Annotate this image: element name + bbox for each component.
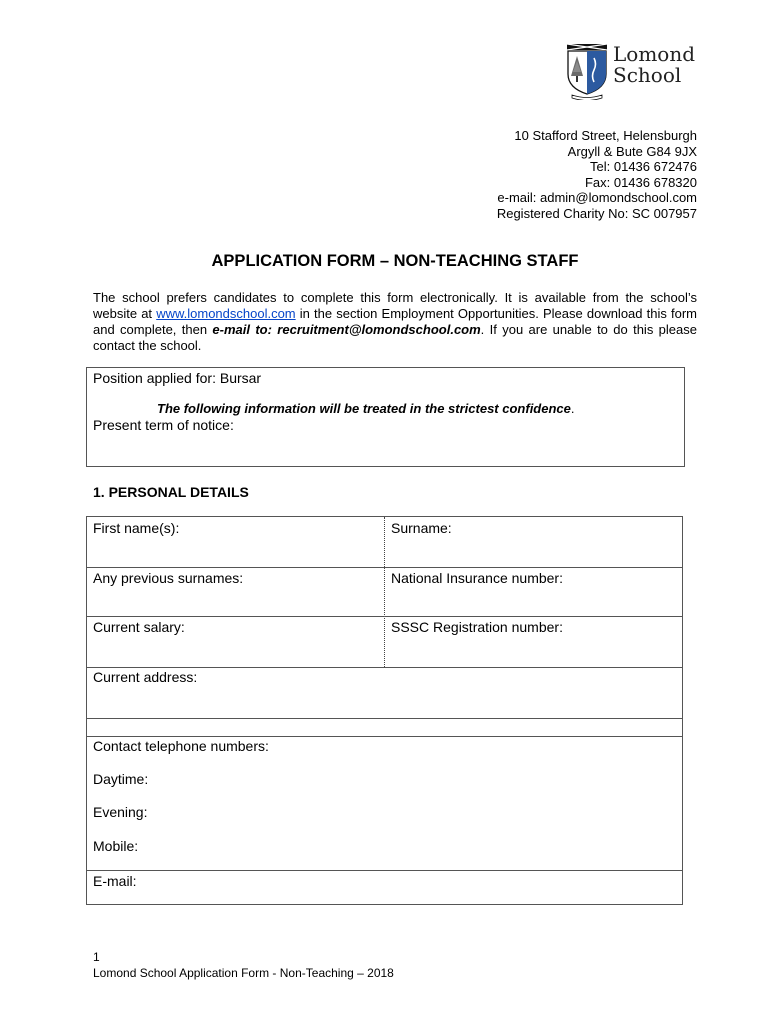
intro-text: in the section Employment Opportunities. Please download this form and complete, then [93, 306, 697, 337]
evening-phone-field[interactable]: Evening: [93, 804, 148, 820]
email-field[interactable]: E-mail: [93, 873, 137, 889]
intro-paragraph [93, 290, 697, 354]
school-address [497, 128, 697, 222]
current-address-field[interactable]: Current address: [93, 669, 198, 685]
previous-surnames-field[interactable]: Any previous surnames: [93, 570, 244, 586]
daytime-phone-field[interactable]: Daytime: [93, 771, 149, 787]
logo-wordmark [613, 44, 695, 86]
address-phone: Tel: 01436 672476 [590, 159, 697, 175]
logo-name-line1: Lomond [613, 42, 696, 66]
school-logo [564, 42, 700, 100]
address-line: Argyll & Bute G84 9JX [567, 143, 697, 159]
intro-text: . If you are unable to do this please contact the school. [93, 322, 697, 353]
current-salary-field[interactable]: Current salary: [93, 619, 185, 635]
page-number: 1 [93, 950, 100, 964]
mobile-phone-field[interactable]: Mobile: [93, 838, 139, 854]
row-divider [87, 718, 682, 719]
notice-field[interactable]: Present term of notice: [93, 417, 234, 433]
footer-text: Lomond School Application Form - Non-Teaching – 2018 [93, 966, 394, 980]
first-name-field[interactable]: First name(s): [93, 520, 180, 536]
crest-icon [564, 42, 610, 100]
row-divider [87, 736, 682, 737]
address-fax: Fax: 01436 678320 [584, 174, 697, 190]
row-divider [87, 667, 682, 668]
address-email: e-mail: admin@lomondschool.com [497, 190, 697, 206]
section-heading: 1. PERSONAL DETAILS [93, 484, 249, 500]
website-link[interactable]: www.lomondschool.com [156, 306, 296, 321]
row-divider [87, 870, 682, 871]
row-divider [87, 616, 682, 617]
address-line: 10 Stafford Street, Helensburgh [514, 128, 697, 143]
charity-number: Registered Charity No: SC 007957 [496, 205, 697, 221]
position-box [86, 367, 685, 467]
ni-number-field[interactable]: National Insurance number: [391, 570, 563, 586]
form-title: APPLICATION FORM – NON-TEACHING STAFF [211, 252, 579, 270]
personal-details-table [86, 516, 683, 905]
column-divider [384, 517, 385, 667]
email-instruction: e-mail to: recruitment@lomondschool.com [212, 322, 481, 337]
sssc-number-field[interactable]: SSSC Registration number: [391, 619, 563, 635]
surname-field[interactable]: Surname: [391, 520, 452, 536]
row-divider [87, 567, 682, 568]
logo-name-line2: School [613, 63, 682, 87]
confidence-note: The following information will be treated in the strictest confidence. [157, 401, 575, 416]
intro-text: The school prefers candidates to complete this form electronically. It is available from the school’s website at [93, 290, 697, 321]
contact-numbers-label: Contact telephone numbers: [93, 738, 269, 754]
position-field[interactable]: Position applied for: Bursar [93, 370, 262, 386]
